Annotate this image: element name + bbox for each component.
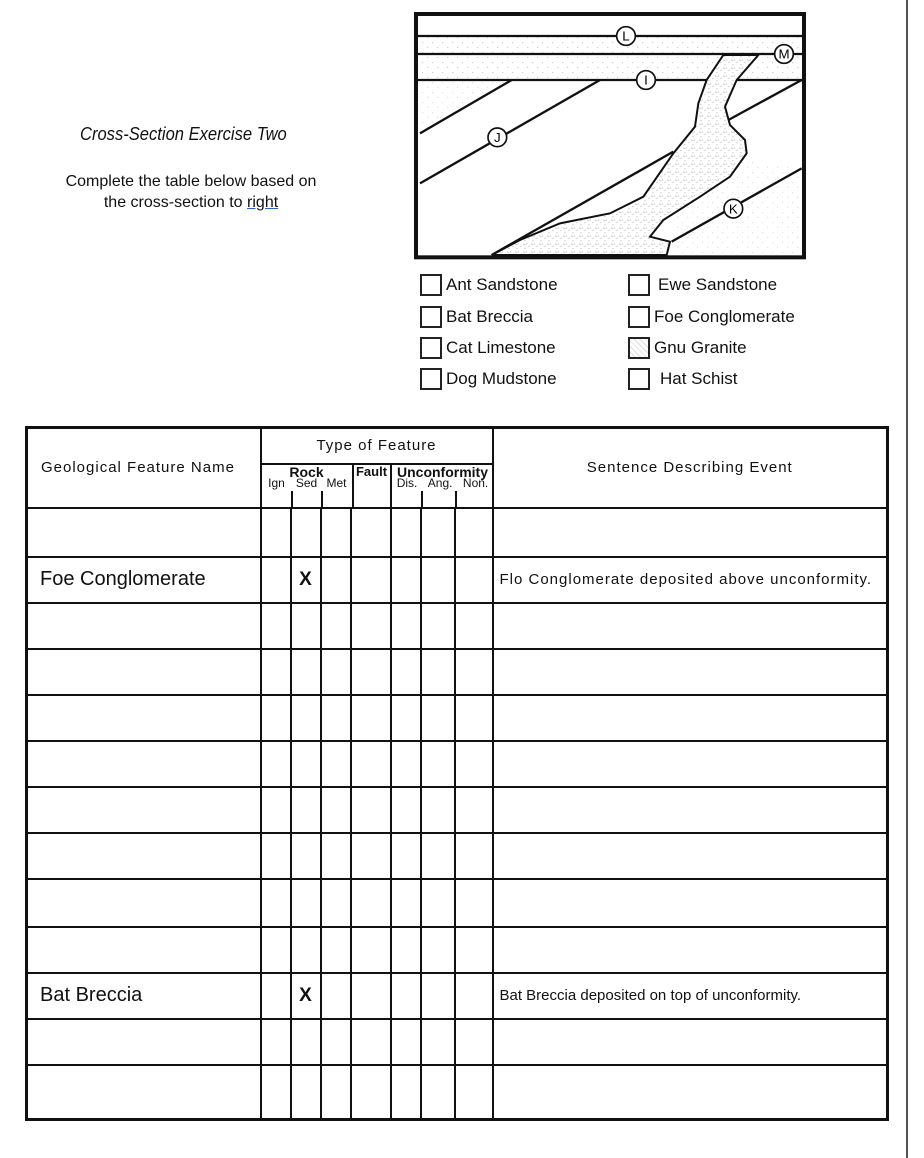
type-cell[interactable] [421, 787, 455, 833]
sed-rock-cell[interactable] [291, 603, 321, 649]
type-cell[interactable] [321, 1065, 351, 1120]
label-J [488, 128, 507, 147]
feature-name-cell[interactable]: Bat Breccia [27, 973, 261, 1019]
cross-section-diagram [410, 10, 810, 266]
header-dis: Dis. [396, 475, 418, 490]
sentence-cell[interactable]: Flo Conglomerate deposited above unconformity. [493, 557, 888, 603]
pattern-swatch [628, 306, 650, 328]
type-cell[interactable] [261, 1019, 291, 1065]
sentence-cell[interactable] [493, 695, 888, 741]
type-cell[interactable] [421, 973, 455, 1019]
header-ign: Ign [268, 475, 285, 490]
header-non: Non. [462, 475, 489, 490]
header-unconformity: Unconformity [397, 463, 488, 480]
type-cell[interactable] [351, 927, 391, 973]
type-cell[interactable] [455, 1019, 493, 1065]
sentence-cell[interactable] [493, 741, 888, 787]
type-cell[interactable] [391, 1065, 421, 1120]
feature-name-cell[interactable] [27, 741, 261, 787]
type-cell[interactable] [391, 927, 421, 973]
pattern-swatch [628, 274, 650, 296]
type-cell[interactable] [261, 557, 291, 603]
pattern-swatch [628, 368, 650, 390]
header-met: Met [326, 475, 347, 490]
type-cell[interactable] [391, 879, 421, 927]
type-cell[interactable] [455, 603, 493, 649]
header-feature-name: Geological Feature Name [27, 428, 261, 508]
scrollbar[interactable] [906, 0, 908, 1158]
table-row [27, 649, 888, 695]
legend-ant-sandstone: Ant Sandstone [420, 273, 558, 297]
legend-foe-conglomerate: Foe Conglomerate [628, 305, 795, 329]
table-row [27, 1019, 888, 1065]
header-fault: Fault [352, 465, 392, 509]
type-cell[interactable] [421, 603, 455, 649]
type-cell[interactable] [455, 787, 493, 833]
type-cell[interactable] [321, 649, 351, 695]
svg-text:K: K [728, 201, 738, 217]
type-cell[interactable] [321, 508, 351, 557]
label-M [775, 45, 794, 64]
pattern-swatch [420, 306, 442, 328]
sentence-cell[interactable] [493, 508, 888, 557]
sentence-cell[interactable] [493, 927, 888, 973]
sentence-cell[interactable]: Bat Breccia deposited on top of unconformity. [493, 973, 888, 1019]
type-cell[interactable] [321, 927, 351, 973]
type-cell[interactable] [391, 833, 421, 879]
type-cell[interactable] [455, 879, 493, 927]
type-cell[interactable] [421, 508, 455, 557]
header-sentence: Sentence Describing Event [493, 428, 888, 508]
type-cell[interactable] [261, 741, 291, 787]
type-cell[interactable] [421, 741, 455, 787]
type-cell[interactable] [321, 833, 351, 879]
sed-rock-cell[interactable] [291, 927, 321, 973]
type-cell[interactable] [321, 787, 351, 833]
feature-name-cell[interactable] [27, 695, 261, 741]
sentence-cell[interactable] [493, 879, 888, 927]
sed-rock-cell[interactable] [291, 879, 321, 927]
type-cell[interactable] [351, 649, 391, 695]
sed-rock-cell[interactable] [291, 1065, 321, 1120]
type-cell[interactable] [391, 603, 421, 649]
type-cell[interactable] [391, 741, 421, 787]
sentence-cell[interactable] [493, 1065, 888, 1120]
type-cell[interactable] [351, 508, 391, 557]
legend-hat-schist: Hat Schist [628, 367, 737, 391]
sentence-cell[interactable] [493, 1019, 888, 1065]
sentence-cell[interactable] [493, 649, 888, 695]
feature-name-cell[interactable] [27, 603, 261, 649]
instructions: Complete the table below based on the cross-section to right [65, 173, 317, 211]
type-cell[interactable] [421, 1019, 455, 1065]
type-cell[interactable] [261, 603, 291, 649]
type-cell[interactable] [321, 879, 351, 927]
sed-rock-cell[interactable] [291, 649, 321, 695]
sed-rock-cell[interactable] [291, 833, 321, 879]
type-cell[interactable] [261, 973, 291, 1019]
header-rock: Rock [289, 463, 324, 480]
table-row [27, 879, 888, 927]
label-L [617, 27, 636, 46]
sed-rock-cell[interactable]: X [291, 973, 321, 1019]
type-cell[interactable] [261, 649, 291, 695]
type-cell[interactable] [391, 649, 421, 695]
svg-text:I: I [644, 72, 648, 88]
type-cell[interactable] [391, 1019, 421, 1065]
type-cell[interactable] [351, 695, 391, 741]
sed-rock-cell[interactable] [291, 787, 321, 833]
feature-name-cell[interactable]: Foe Conglomerate [27, 557, 261, 603]
type-cell[interactable] [421, 695, 455, 741]
type-cell[interactable] [391, 695, 421, 741]
type-cell[interactable] [351, 603, 391, 649]
header-sed: Sed [295, 475, 318, 490]
svg-text:L: L [622, 28, 630, 44]
type-cell[interactable] [321, 603, 351, 649]
type-cell[interactable] [455, 695, 493, 741]
sed-rock-cell[interactable] [291, 695, 321, 741]
page-title: Cross-Section Exercise Two [80, 124, 287, 144]
feature-name-cell[interactable] [27, 833, 261, 879]
type-cell[interactable] [261, 787, 291, 833]
type-cell[interactable] [261, 833, 291, 879]
type-cell[interactable] [351, 1019, 391, 1065]
type-cell[interactable] [391, 508, 421, 557]
type-cell[interactable] [421, 833, 455, 879]
type-cell[interactable] [421, 1065, 455, 1120]
type-cell[interactable] [351, 1065, 391, 1120]
type-cell[interactable] [455, 833, 493, 879]
table-row [27, 508, 888, 557]
type-cell[interactable] [421, 649, 455, 695]
sentence-cell[interactable] [493, 787, 888, 833]
pattern-swatch [420, 368, 442, 390]
type-cell[interactable] [455, 1065, 493, 1120]
type-cell[interactable] [261, 695, 291, 741]
type-cell[interactable] [421, 879, 455, 927]
pattern-swatch [420, 274, 442, 296]
table-row [27, 833, 888, 879]
table-row [27, 973, 888, 1019]
legend-ewe-sandstone: Ewe Sandstone [628, 273, 777, 297]
sed-rock-cell[interactable] [291, 1019, 321, 1065]
feature-name-cell[interactable] [27, 879, 261, 927]
feature-name-cell[interactable] [27, 927, 261, 973]
pattern-swatch [420, 337, 442, 359]
table-row [27, 741, 888, 787]
legend-bat-breccia: Bat Breccia [420, 305, 533, 329]
type-cell[interactable] [321, 557, 351, 603]
type-cell[interactable] [351, 879, 391, 927]
type-cell[interactable] [351, 557, 391, 603]
table-row [27, 927, 888, 973]
feature-name-cell[interactable] [27, 508, 261, 557]
type-cell[interactable] [455, 973, 493, 1019]
type-cell[interactable] [351, 973, 391, 1019]
feature-table [25, 426, 889, 1121]
type-cell[interactable] [321, 695, 351, 741]
sentence-cell[interactable] [493, 603, 888, 649]
pattern-swatch [628, 337, 650, 359]
type-cell[interactable] [421, 557, 455, 603]
feature-name-cell[interactable] [27, 1065, 261, 1120]
type-cell[interactable] [421, 927, 455, 973]
type-cell[interactable] [321, 1019, 351, 1065]
right-link[interactable]: right [247, 194, 279, 211]
sentence-cell[interactable] [493, 833, 888, 879]
sed-rock-cell[interactable]: X [291, 557, 321, 603]
type-cell[interactable] [261, 879, 291, 927]
type-cell[interactable] [261, 927, 291, 973]
type-cell[interactable] [321, 741, 351, 787]
type-cell[interactable] [455, 741, 493, 787]
feature-name-cell[interactable] [27, 1019, 261, 1065]
header-ang: Ang. [427, 475, 453, 490]
type-cell[interactable] [455, 557, 493, 603]
type-cell[interactable] [261, 1065, 291, 1120]
type-cell[interactable] [455, 508, 493, 557]
table-row [27, 603, 888, 649]
type-cell[interactable] [455, 649, 493, 695]
type-cell[interactable] [391, 787, 421, 833]
type-cell[interactable] [351, 741, 391, 787]
table-row [27, 695, 888, 741]
svg-text:M: M [778, 46, 790, 62]
table-row [27, 557, 888, 603]
type-cell[interactable] [455, 927, 493, 973]
sed-rock-cell[interactable] [291, 741, 321, 787]
legend-cat-limestone: Cat Limestone [420, 336, 556, 360]
sed-rock-cell[interactable] [291, 508, 321, 557]
type-cell[interactable] [391, 557, 421, 603]
type-cell[interactable] [261, 508, 291, 557]
header-type-of-feature: Type of Feature [261, 428, 493, 464]
feature-name-cell[interactable] [27, 787, 261, 833]
type-cell[interactable] [321, 973, 351, 1019]
table-row [27, 787, 888, 833]
table-row [27, 1065, 888, 1120]
label-I [637, 71, 656, 90]
feature-name-cell[interactable] [27, 649, 261, 695]
legend-gnu-granite: Gnu Granite [628, 336, 747, 360]
svg-text:J: J [493, 130, 501, 145]
type-cell[interactable] [351, 787, 391, 833]
type-cell[interactable] [351, 833, 391, 879]
type-cell[interactable] [391, 973, 421, 1019]
label-K [724, 199, 743, 218]
legend-dog-mudstone: Dog Mudstone [420, 367, 557, 391]
